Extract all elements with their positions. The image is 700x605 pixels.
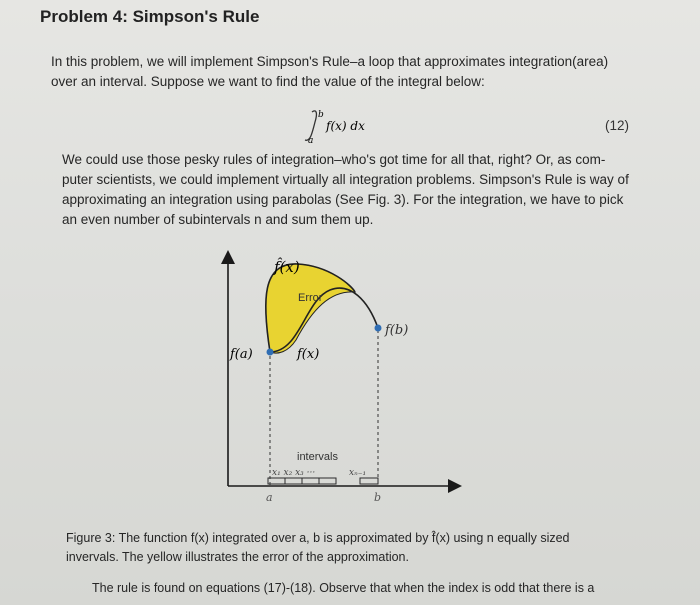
body-line-4: an even number of subintervals n and sum them up. bbox=[62, 212, 374, 227]
error-label: Error bbox=[298, 292, 323, 304]
y-axis-arrow-icon bbox=[221, 250, 235, 264]
intro-line-2: over an interval. Suppose we want to find the value of the integral below: bbox=[51, 74, 485, 89]
lower-limit: a bbox=[308, 136, 314, 144]
equation-number: (12) bbox=[605, 118, 630, 133]
f-b-label: f(b) bbox=[385, 323, 409, 338]
figure-caption bbox=[66, 529, 626, 567]
upper-limit: b bbox=[318, 110, 324, 120]
f-a-label: f(a) bbox=[230, 347, 253, 362]
interval-bar-right bbox=[360, 478, 378, 484]
body-line-2: puter scientists, we could implement virtually all integration problems. Simpson's Rule is way of bbox=[62, 172, 629, 187]
f-a-marker-icon bbox=[267, 349, 274, 356]
problem-title: Problem 4: Simpson's Rule bbox=[40, 7, 260, 26]
f-x-label: f(x) bbox=[297, 347, 320, 362]
x-n-minus-1-label: xₙ₋₁ bbox=[349, 468, 367, 478]
a-label: a bbox=[266, 491, 273, 504]
body-line-1: We could use those pesky rules of integration–who's got time for all that, right? Or, as com- bbox=[62, 152, 606, 167]
error-region bbox=[266, 264, 355, 353]
intro-line-1: In this problem, we will implement Simpson's Rule–a loop that approximates integration(area) bbox=[51, 54, 609, 69]
body-line-3: approximating an integration using parabolas (See Fig. 3). For the integration, we have to pick bbox=[62, 192, 624, 207]
subscripts-label: x₁ x₂ x₃ ··· bbox=[272, 468, 316, 478]
b-label: b bbox=[374, 491, 382, 504]
caption-line-2: invervals. The yellow illustrates the error of the approximation. bbox=[66, 550, 409, 564]
f-b-marker-icon bbox=[375, 325, 382, 332]
caption-line-1: Figure 3: The function f(x) integrated over a, b is approximated by f̂(x) using n equally sized bbox=[66, 531, 570, 545]
x-axis-arrow-icon bbox=[448, 479, 462, 493]
integrand: f(x) dx bbox=[326, 119, 365, 133]
f-hat-label: f̂(x) bbox=[274, 258, 300, 276]
intervals-label: intervals bbox=[297, 451, 338, 463]
footer-text: The rule is found on equations (17)-(18). Observe that when the index is odd that there is a bbox=[92, 581, 595, 595]
